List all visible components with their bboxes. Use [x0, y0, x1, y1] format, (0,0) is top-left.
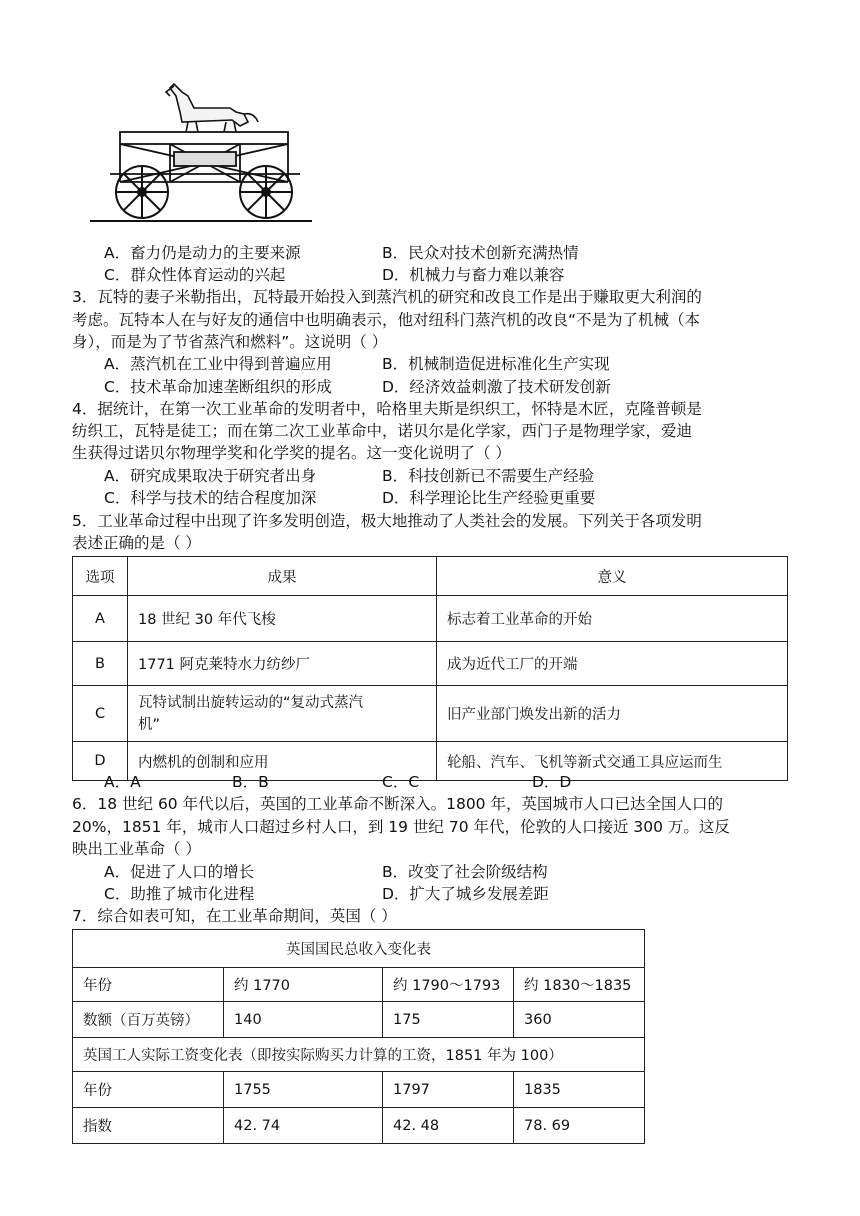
table-cell: 内燃机的创制和应用 — [128, 742, 437, 781]
table-row — [73, 596, 788, 642]
cell-line: 机” — [138, 716, 161, 733]
cell-line: 瓦特试制出旋转运动的“复动式蒸汽 — [138, 694, 364, 711]
q6-stem-line-1: 6．18 世纪 60 年代以后，英国的工业革命不断深入。1800 年，英国城市人口已达全国人口的 — [72, 795, 723, 813]
q5-option-b[interactable]: B．B — [232, 773, 269, 791]
q6-option-a[interactable]: A．促进了人口的增长 — [104, 863, 255, 881]
q5-option-a[interactable]: A．A — [104, 773, 141, 791]
table-cell: 78. 69 — [514, 1108, 645, 1144]
q4-stem-line-3: 生获得过诺贝尔物理学奖和化学奖的提名。这一变化说明了（ ） — [72, 444, 511, 462]
table-cell: 175 — [383, 1002, 514, 1038]
table-header-cell: 意义 — [437, 557, 788, 596]
q2-option-b[interactable]: B．民众对技术创新充满热情 — [382, 244, 579, 262]
table-row — [73, 1072, 645, 1108]
q3-option-c[interactable]: C．技术革命加速垄断组织的形成 — [104, 378, 332, 396]
table-cell: 标志着工业革命的开始 — [437, 596, 788, 642]
table-header-row — [73, 557, 788, 596]
table-cell: 1835 — [514, 1072, 645, 1108]
table-cell: 1771 阿克莱特水力纺纱厂 — [128, 642, 437, 686]
table-cell: 约 1830～1835 — [514, 968, 645, 1002]
table-cell: 成为近代工厂的开端 — [437, 642, 788, 686]
table-cell: 约 1790～1793 — [383, 968, 514, 1002]
table-cell: 年份 — [73, 1072, 224, 1108]
table-cell: 360 — [514, 1002, 645, 1038]
q3-option-d[interactable]: D．经济效益刺激了技术研发创新 — [382, 378, 611, 396]
table-cell: 18 世纪 30 年代飞梭 — [128, 596, 437, 642]
table-cell: C — [73, 686, 128, 742]
table-cell: 年份 — [73, 968, 224, 1002]
q4-option-a[interactable]: A．研究成果取决于研究者出身 — [104, 467, 317, 485]
q4-stem-line-1: 4．据统计，在第一次工业革命的发明者中，哈格里夫斯是织织工，怀特是木匠，克隆普顿是 — [72, 400, 702, 418]
table-cell: D — [73, 742, 128, 781]
horse-carriage-illustration — [90, 82, 312, 226]
q3-option-b[interactable]: B．机械制造促进标准化生产实现 — [382, 355, 610, 373]
q7-income-wage-table — [72, 929, 645, 1144]
table-cell: 1797 — [383, 1072, 514, 1108]
q5-option-d[interactable]: D．D — [532, 773, 572, 791]
table-title-row — [73, 930, 645, 968]
q3-stem-line-2: 考虑。瓦特本人在与好友的通信中也明确表示，他对纽科门蒸汽机的改良“不是为了机械（本 — [72, 311, 701, 329]
table-cell: 约 1770 — [224, 968, 383, 1002]
table-row — [73, 1108, 645, 1144]
q5-stem-line-2: 表述正确的是（ ） — [72, 534, 201, 552]
q5-inventions-table — [72, 556, 788, 781]
table-row — [73, 742, 788, 781]
table-row — [73, 686, 788, 742]
table-header-cell: 成果 — [128, 557, 437, 596]
table-title: 英国国民总收入变化表 — [73, 930, 645, 968]
table-header-cell: 选项 — [73, 557, 128, 596]
table-row — [73, 1002, 645, 1038]
q2-option-d[interactable]: D．机械力与畜力难以兼容 — [382, 266, 565, 284]
q6-option-c[interactable]: C．助推了城市化进程 — [104, 885, 255, 903]
table-cell: A — [73, 596, 128, 642]
table-title: 英国工人实际工资变化表（即按实际购买力计算的工资，1851 年为 100） — [73, 1038, 645, 1072]
q3-stem-line-3: 身），而是为了节省蒸汽和燃料”。这说明（ ） — [72, 333, 388, 351]
q2-option-c[interactable]: C．群众性体育运动的兴起 — [104, 266, 286, 284]
q4-stem-line-2: 纺织工，瓦特是徒工；而在第二次工业革命中，诺贝尔是化学家，西门子是物理学家，爱迪 — [72, 422, 693, 440]
q6-option-d[interactable]: D．扩大了城乡发展差距 — [382, 885, 549, 903]
q3-option-a[interactable]: A．蒸汽机在工业中得到普遍应用 — [104, 355, 332, 373]
table-cell: 旧产业部门焕发出新的活力 — [437, 686, 788, 742]
table-title-row — [73, 1038, 645, 1072]
table-cell: 轮船、汽车、飞机等新式交通工具应运而生 — [437, 742, 788, 781]
q4-option-b[interactable]: B．科技创新已不需要生产经验 — [382, 467, 595, 485]
q6-stem-line-2: 20%，1851 年，城市人口超过乡村人口，到 19 世纪 70 年代，伦敦的人口接近 300 万。这反 — [72, 818, 730, 836]
table-cell: B — [73, 642, 128, 686]
table-row — [73, 642, 788, 686]
q6-stem-line-3: 映出工业革命（ ） — [72, 840, 201, 858]
q2-option-a[interactable]: A．畜力仍是动力的主要来源 — [104, 244, 301, 262]
q5-option-c[interactable]: C．C — [382, 773, 420, 791]
q5-stem-line-1: 5．工业革命过程中出现了许多发明创造，极大地推动了人类社会的发展。下列关于各项发明 — [72, 512, 702, 530]
table-cell: 140 — [224, 1002, 383, 1038]
table-cell: 数额（百万英镑） — [73, 1002, 224, 1038]
table-cell: 42. 74 — [224, 1108, 383, 1144]
q6-option-b[interactable]: B．改变了社会阶级结构 — [382, 863, 548, 881]
table-row — [73, 968, 645, 1002]
table-cell: 1755 — [224, 1072, 383, 1108]
q7-stem-line-1: 7．综合如表可知，在工业革命期间，英国（ ） — [72, 907, 397, 925]
q4-option-d[interactable]: D．科学理论比生产经验更重要 — [382, 489, 596, 507]
q3-stem-line-1: 3．瓦特的妻子米勒指出，瓦特最开始投入到蒸汽机的研究和改良工作是出于赚取更大利润的 — [72, 288, 702, 306]
table-cell: 42. 48 — [383, 1108, 514, 1144]
q4-option-c[interactable]: C．科学与技术的结合程度加深 — [104, 489, 317, 507]
table-cell — [128, 686, 437, 742]
table-cell: 指数 — [73, 1108, 224, 1144]
